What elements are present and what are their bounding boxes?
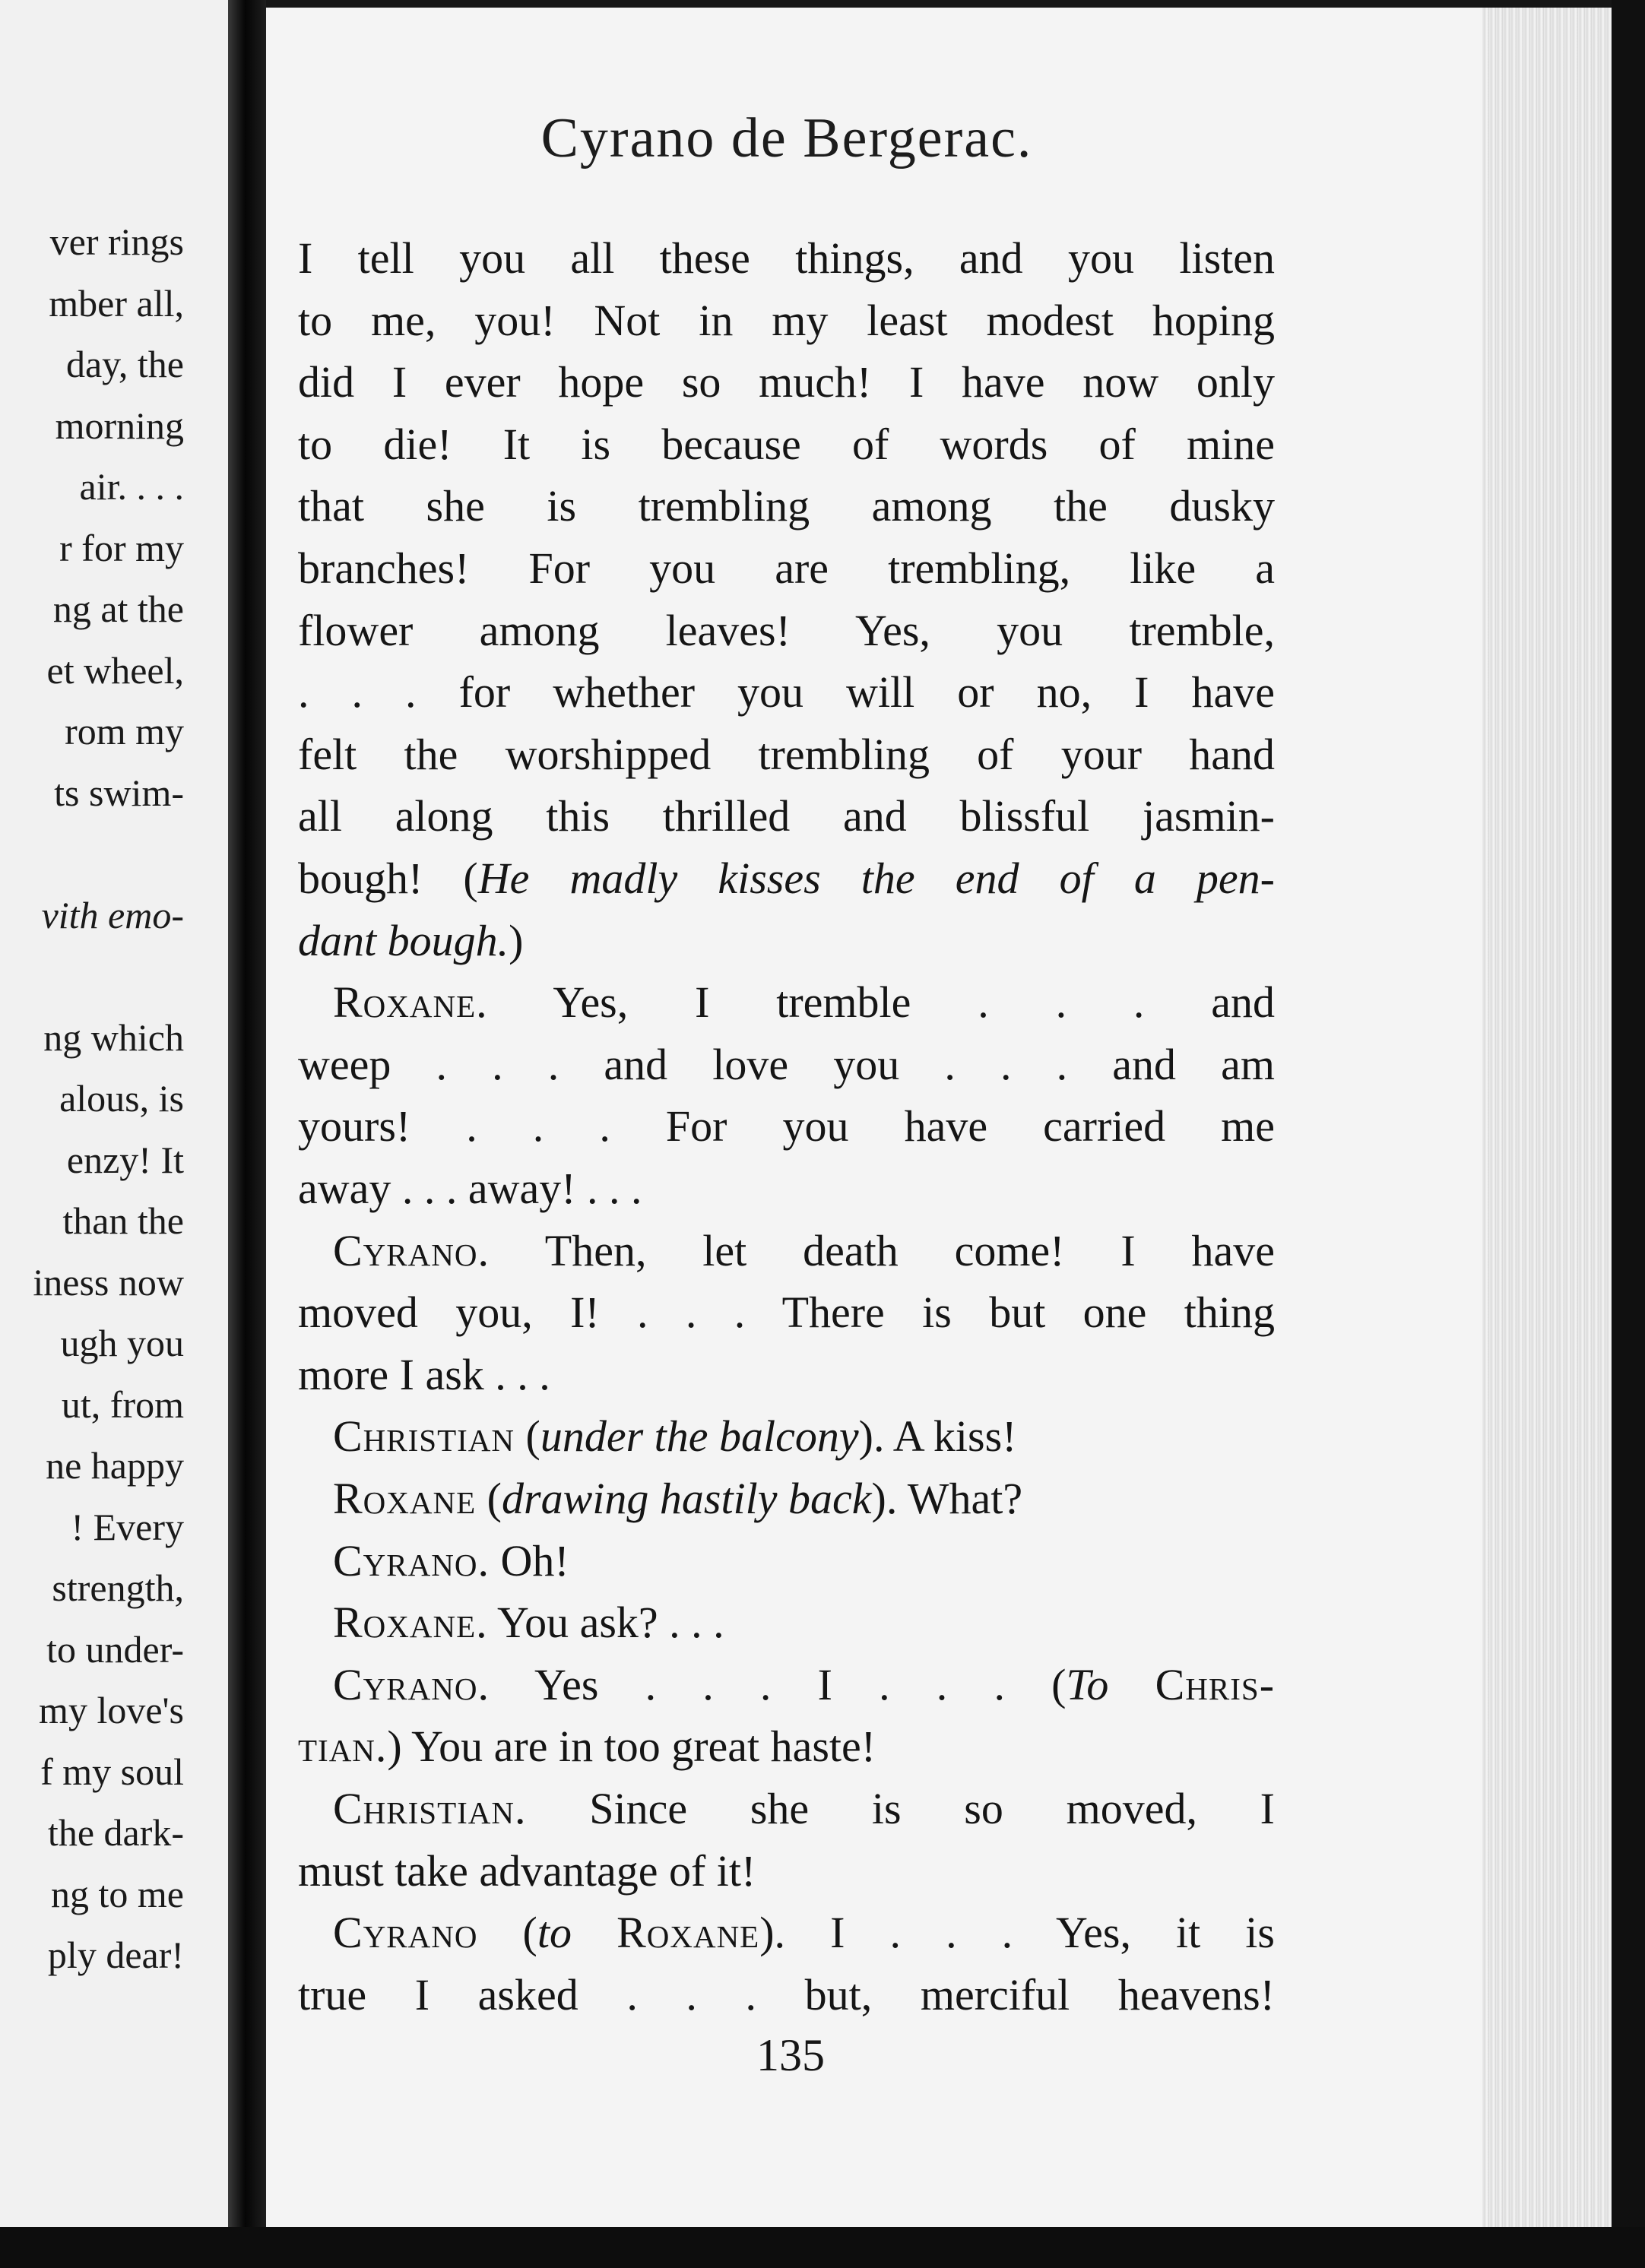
- left-page-line: than the: [62, 1199, 184, 1242]
- text-segment: felt the worshipped trembling of your hand: [298, 729, 1275, 779]
- text-segment: ). What?: [871, 1474, 1023, 1523]
- text-segment: branches! For you are trembling, like a: [298, 543, 1275, 593]
- left-page-line: rom my: [65, 710, 184, 752]
- left-page-line: ply dear!: [47, 1934, 184, 1976]
- text-segment: to me, you! Not in my least modest hoping: [298, 295, 1275, 345]
- text-line: [298, 231, 1275, 286]
- text-line: [333, 1471, 1275, 1526]
- text-line: [333, 1905, 1275, 1960]
- text-line: [298, 603, 1275, 658]
- text-segment: (: [515, 1411, 540, 1462]
- left-page-line: ! Every: [71, 1505, 184, 1548]
- running-title: Cyrano de Bergerac.: [540, 107, 1033, 169]
- left-page-line: the dark-: [47, 1811, 184, 1854]
- edge-shadow: [1612, 0, 1645, 2268]
- page-number: 135: [756, 2030, 825, 2080]
- left-page-line: air. . . .: [79, 465, 184, 508]
- text-segment: ). A kiss!: [858, 1411, 1017, 1462]
- bottom-shadow: [0, 2227, 1645, 2268]
- text-line: [298, 665, 1275, 720]
- stage-direction: under the balcony: [540, 1411, 859, 1462]
- text-line: [298, 789, 1275, 844]
- text-line: [298, 1161, 1275, 1216]
- left-page-line: ver rings: [49, 220, 184, 263]
- text-segment: ). I . . . Yes, it is: [759, 1908, 1275, 1958]
- speaker-name: Christian.: [333, 1784, 527, 1833]
- text-line: [298, 851, 1275, 906]
- text-segment: true I asked . . . but, merciful heavens!: [298, 1969, 1275, 2019]
- text-segment: Since she is so moved, I: [526, 1784, 1275, 1833]
- text-line: [298, 727, 1275, 782]
- text-segment: bough! (: [298, 854, 478, 903]
- left-page-line: et wheel,: [46, 648, 184, 692]
- text-segment: Yes . . . I . . . (: [489, 1659, 1067, 1709]
- text-line: [298, 1285, 1275, 1340]
- text-line: [298, 1099, 1275, 1154]
- text-segment: [1108, 1660, 1155, 1709]
- speaker-name: Cyrano.: [333, 1225, 490, 1275]
- speaker-name: tian.: [298, 1722, 388, 1772]
- text-segment: ) You are in too great haste!: [387, 1722, 876, 1772]
- page-edges: [1482, 8, 1623, 2227]
- text-line: [333, 1658, 1275, 1712]
- text-segment: did I ever hope so much! I have now only: [298, 357, 1275, 407]
- text-segment: Oh!: [489, 1535, 569, 1585]
- speaker-name: Christian: [333, 1411, 515, 1462]
- stage-direction: dant bough.: [298, 915, 509, 965]
- text-line: [298, 417, 1275, 472]
- text-segment: (: [477, 1908, 537, 1958]
- stage-direction: to: [537, 1908, 572, 1958]
- text-line: [298, 355, 1275, 410]
- text-line: [298, 541, 1275, 596]
- left-page-line: ne happy: [46, 1444, 184, 1487]
- left-page-line: day, the: [65, 343, 184, 385]
- left-page-line: strength,: [52, 1566, 184, 1609]
- text-segment: away . . . away! . . .: [298, 1164, 642, 1213]
- left-page-line: morning: [55, 404, 184, 447]
- speaker-name: Roxane: [333, 1474, 477, 1523]
- text-line: [298, 1037, 1275, 1092]
- text-segment: ): [509, 915, 524, 965]
- text-line: [298, 1968, 1275, 2023]
- left-page-line: mber all,: [49, 281, 184, 325]
- previous-page-fragment: [0, 0, 237, 2227]
- text-line: [298, 1844, 1275, 1899]
- book-gutter: [228, 0, 266, 2227]
- text-segment: to die! It is because of words of mine: [298, 419, 1275, 469]
- stage-direction: To: [1066, 1659, 1109, 1709]
- text-line: [333, 1224, 1275, 1278]
- text-line: [298, 1719, 1275, 1774]
- stage-direction: drawing hastily back: [502, 1474, 872, 1523]
- left-page-line: ut, from: [61, 1383, 184, 1426]
- text-line: [298, 479, 1275, 534]
- text-segment: weep . . . and love you . . . and am: [298, 1039, 1275, 1089]
- text-segment: yours! . . . For you have carried me: [298, 1101, 1275, 1151]
- left-page-line: my love's: [39, 1689, 184, 1731]
- text-segment: moved you, I! . . . There is but one thing: [298, 1288, 1275, 1338]
- left-page-line: vith emo-: [41, 893, 184, 936]
- text-line: [333, 1595, 1275, 1650]
- left-page-line: ng to me: [51, 1872, 184, 1915]
- text-line: [298, 293, 1275, 348]
- text-segment: You ask? . . .: [487, 1598, 724, 1648]
- text-segment: Then, let death come! I have: [489, 1225, 1275, 1275]
- stage-direction: He madly kisses the end of a pen-: [477, 854, 1275, 903]
- text-segment: flower among leaves! Yes, you tremble,: [298, 605, 1275, 655]
- text-segment: that she is trembling among the dusky: [298, 481, 1275, 531]
- text-segment: all along this thrilled and blissful jasmin-: [298, 791, 1275, 841]
- left-page-line: iness now: [33, 1260, 184, 1303]
- text-segment: more I ask . . .: [298, 1349, 550, 1399]
- text-segment: (: [476, 1474, 502, 1523]
- left-page-line: enzy! It: [66, 1138, 184, 1181]
- speaker-name: Cyrano.: [333, 1535, 490, 1585]
- text-segment: . . . for whether you will or no, I have: [298, 667, 1275, 717]
- left-page-line: ts swim-: [54, 771, 184, 814]
- speaker-name: Roxane.: [333, 977, 488, 1028]
- left-page-line: ugh you: [60, 1322, 184, 1364]
- text-line: [333, 1534, 1275, 1589]
- speaker-name: Cyrano.: [333, 1659, 490, 1709]
- text-line: [298, 914, 1275, 968]
- speaker-name: Roxane: [616, 1908, 760, 1958]
- speaker-name: Cyrano: [333, 1908, 478, 1958]
- text-segment: Yes, I tremble . . . and: [487, 977, 1275, 1028]
- text-segment: [572, 1908, 616, 1957]
- text-line: [333, 1409, 1275, 1464]
- text-segment: I tell you all these things, and you listen: [298, 233, 1275, 283]
- text-line: [333, 975, 1275, 1030]
- speaker-name: Chris-: [1155, 1659, 1276, 1709]
- text-line: [298, 1348, 1275, 1402]
- left-page-line: ng which: [43, 1015, 184, 1059]
- left-page-line: f my soul: [40, 1750, 184, 1793]
- speaker-name: Roxane.: [333, 1598, 488, 1648]
- text-line: [333, 1782, 1275, 1836]
- left-page-line: r for my: [59, 526, 184, 569]
- text-segment: must take advantage of it!: [298, 1845, 756, 1896]
- left-page-line: to under-: [46, 1627, 184, 1671]
- left-page-line: ng at the: [52, 588, 184, 630]
- left-page-line: alous, is: [59, 1077, 184, 1120]
